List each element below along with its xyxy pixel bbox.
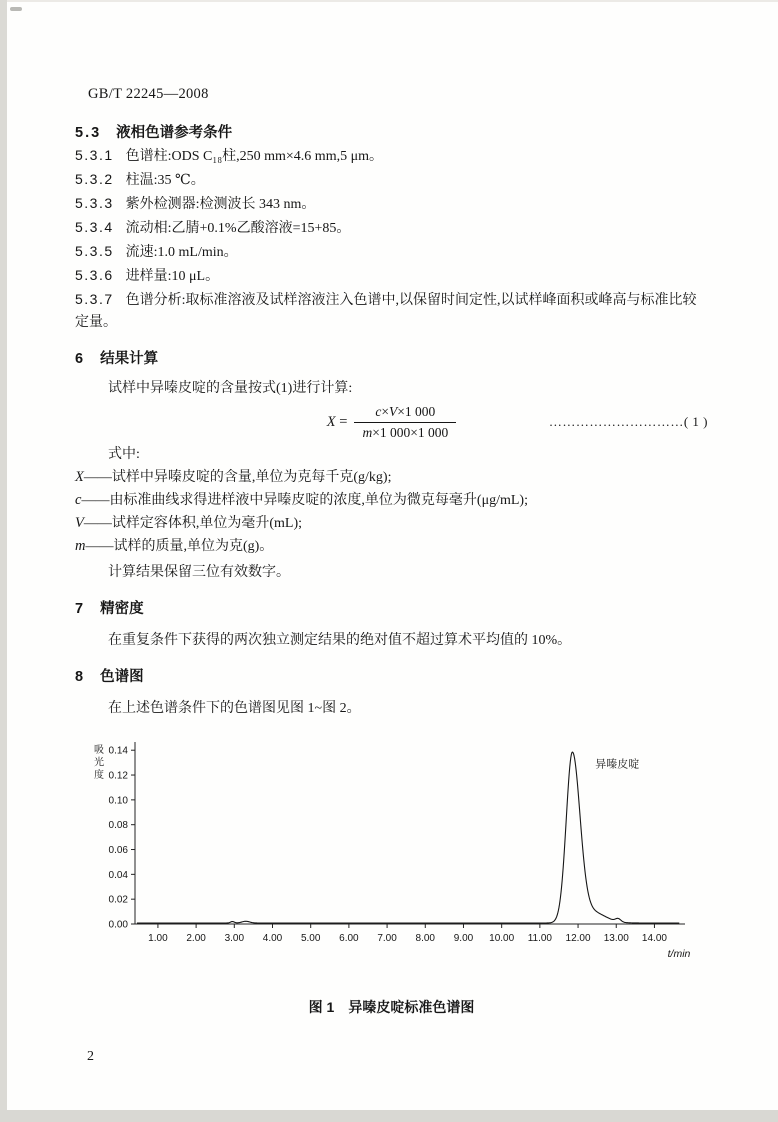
x-tick-label: 10.00 <box>489 933 515 944</box>
formula-intro: 试样中异嗪皮啶的含量按式(1)进行计算: <box>108 381 353 396</box>
definition-X <box>75 466 708 489</box>
section-number: 7 <box>75 601 86 617</box>
section-number: 8 <box>75 669 86 685</box>
symbol: V <box>75 515 84 531</box>
definition-text: ——由标准曲线求得进样液中异嗪皮啶的浓度,单位为微克每毫升(μg/mL); <box>81 493 528 508</box>
section-8-heading <box>75 666 708 688</box>
x-tick-label: 14.00 <box>641 933 667 944</box>
clause-number: 5.3.7 <box>75 291 114 307</box>
section-title: 液相色谱参考条件 <box>116 125 233 141</box>
equation-number: ( 1 ) <box>683 414 708 429</box>
scan-artifact <box>10 7 22 11</box>
formula-1 <box>75 402 708 442</box>
precision-text: 在重复条件下获得的两次独立测定结果的绝对值不超过算术平均值的 10%。 <box>108 633 572 648</box>
chromatogram-intro: 在上述色谱条件下的色谱图见图 1~图 2。 <box>108 701 361 716</box>
clause-text: 色谱分析:取标准溶液及试样溶液注入色谱中,以保留时间定性,以试样峰面积或峰高与标准比较定量。 <box>75 293 697 330</box>
clause-5-3-2 <box>75 168 708 192</box>
x-tick-label: 13.00 <box>603 933 629 944</box>
section-5-3-heading <box>75 122 708 144</box>
calculation-note: 计算结果保留三位有效数字。 <box>108 565 290 580</box>
clause-5-3-6 <box>75 264 708 288</box>
formula-fraction <box>354 404 456 441</box>
section-number: 5.3 <box>75 125 102 141</box>
x-tick-label: 2.00 <box>186 933 206 944</box>
y-tick-label: 0.06 <box>108 845 128 857</box>
x-axis-label: t/min <box>667 948 691 960</box>
clause-5-3-1 <box>75 144 708 168</box>
section-7-heading <box>75 598 708 620</box>
section-number: 6 <box>75 351 86 367</box>
section-6-heading <box>75 348 708 370</box>
clause-number: 5.3.5 <box>75 243 114 259</box>
symbol: c <box>75 492 82 508</box>
clause-number: 5.3.1 <box>75 147 114 163</box>
definition-text: ——试样的质量,单位为克(g)。 <box>85 539 274 554</box>
formula-numerator: c×V×1 000 <box>354 404 456 423</box>
x-tick-label: 8.00 <box>415 933 436 944</box>
x-tick-label: 6.00 <box>339 933 359 944</box>
scan-edge-left <box>0 0 7 1122</box>
clause-text: 紫外检测器:检测波长 343 nm。 <box>125 197 316 212</box>
chromatogram-trace <box>137 752 679 923</box>
clause-number: 5.3.3 <box>75 195 114 211</box>
symbol: m <box>75 538 86 554</box>
symbol: X <box>75 469 84 485</box>
x-tick-label: 11.00 <box>527 933 553 944</box>
scan-edge-bottom <box>0 1110 778 1122</box>
clause-text: 色谱柱:ODS C₁₈柱,250 mm×4.6 mm,5 μm。 <box>125 149 383 164</box>
clause-text: 流动相:乙腈+0.1%乙酸溶液=15+85。 <box>125 221 351 236</box>
y-tick-label: 0.08 <box>108 820 128 832</box>
x-tick-label: 9.00 <box>453 933 474 944</box>
y-axis-label-char: 吸 <box>94 745 104 756</box>
clause-5-3-7 <box>75 288 708 334</box>
definition-text: ——试样定容体积,单位为毫升(mL); <box>83 516 303 531</box>
where-label: 式中: <box>108 447 140 462</box>
formula-dotted-leader <box>549 414 708 430</box>
definition-V <box>75 512 708 535</box>
y-tick-label: 0.04 <box>108 869 128 881</box>
y-tick-label: 0.12 <box>108 770 128 782</box>
clause-number: 5.3.6 <box>75 267 114 283</box>
clause-text: 流速:1.0 mL/min。 <box>125 245 238 260</box>
x-tick-label: 3.00 <box>224 933 245 944</box>
clause-5-3-5 <box>75 240 708 264</box>
x-tick-label: 1.00 <box>148 933 168 944</box>
clause-number: 5.3.2 <box>75 171 114 187</box>
y-tick-label: 0.02 <box>108 894 128 906</box>
peak-label: 异嗪皮啶 <box>595 758 640 771</box>
standard-number-header: GB/T 22245—2008 <box>88 86 209 102</box>
clause-text: 进样量:10 μL。 <box>125 269 220 284</box>
definition-m <box>75 535 708 558</box>
clause-number: 5.3.4 <box>75 219 114 235</box>
figure-1-caption: 图 1 异嗪皮啶标准色谱图 <box>308 999 475 1015</box>
x-tick-label: 5.00 <box>300 933 321 944</box>
x-tick-label: 12.00 <box>565 933 591 944</box>
y-axis-label-char: 度 <box>94 770 104 781</box>
clause-text: 柱温:35 ℃。 <box>125 173 205 188</box>
clause-5-3-4 <box>75 216 708 240</box>
section-title: 色谱图 <box>100 669 144 685</box>
y-tick-label: 0.14 <box>108 745 128 757</box>
leader-dots: ………………………… <box>548 414 684 429</box>
section-title: 结果计算 <box>100 351 159 367</box>
clause-5-3-3 <box>75 192 708 216</box>
y-tick-label: 0.10 <box>108 795 128 807</box>
x-tick-label: 4.00 <box>262 933 283 944</box>
page-content <box>75 0 708 1017</box>
x-tick-label: 7.00 <box>377 933 397 944</box>
page-number: 2 <box>87 1049 94 1064</box>
section-title: 精密度 <box>100 601 144 617</box>
formula-lhs: X = <box>326 413 348 430</box>
formula-denominator: m×1 000×1 000 <box>362 424 449 440</box>
figure-1 <box>89 730 708 973</box>
y-axis-label-char: 光 <box>94 757 104 769</box>
formula-expression <box>327 404 456 441</box>
y-tick-label: 0.00 <box>108 919 128 931</box>
definition-text: ——试样中异嗪皮啶的含量,单位为克每千克(g/kg); <box>83 470 392 485</box>
chromatogram-svg <box>89 730 701 968</box>
definition-c <box>75 489 708 512</box>
